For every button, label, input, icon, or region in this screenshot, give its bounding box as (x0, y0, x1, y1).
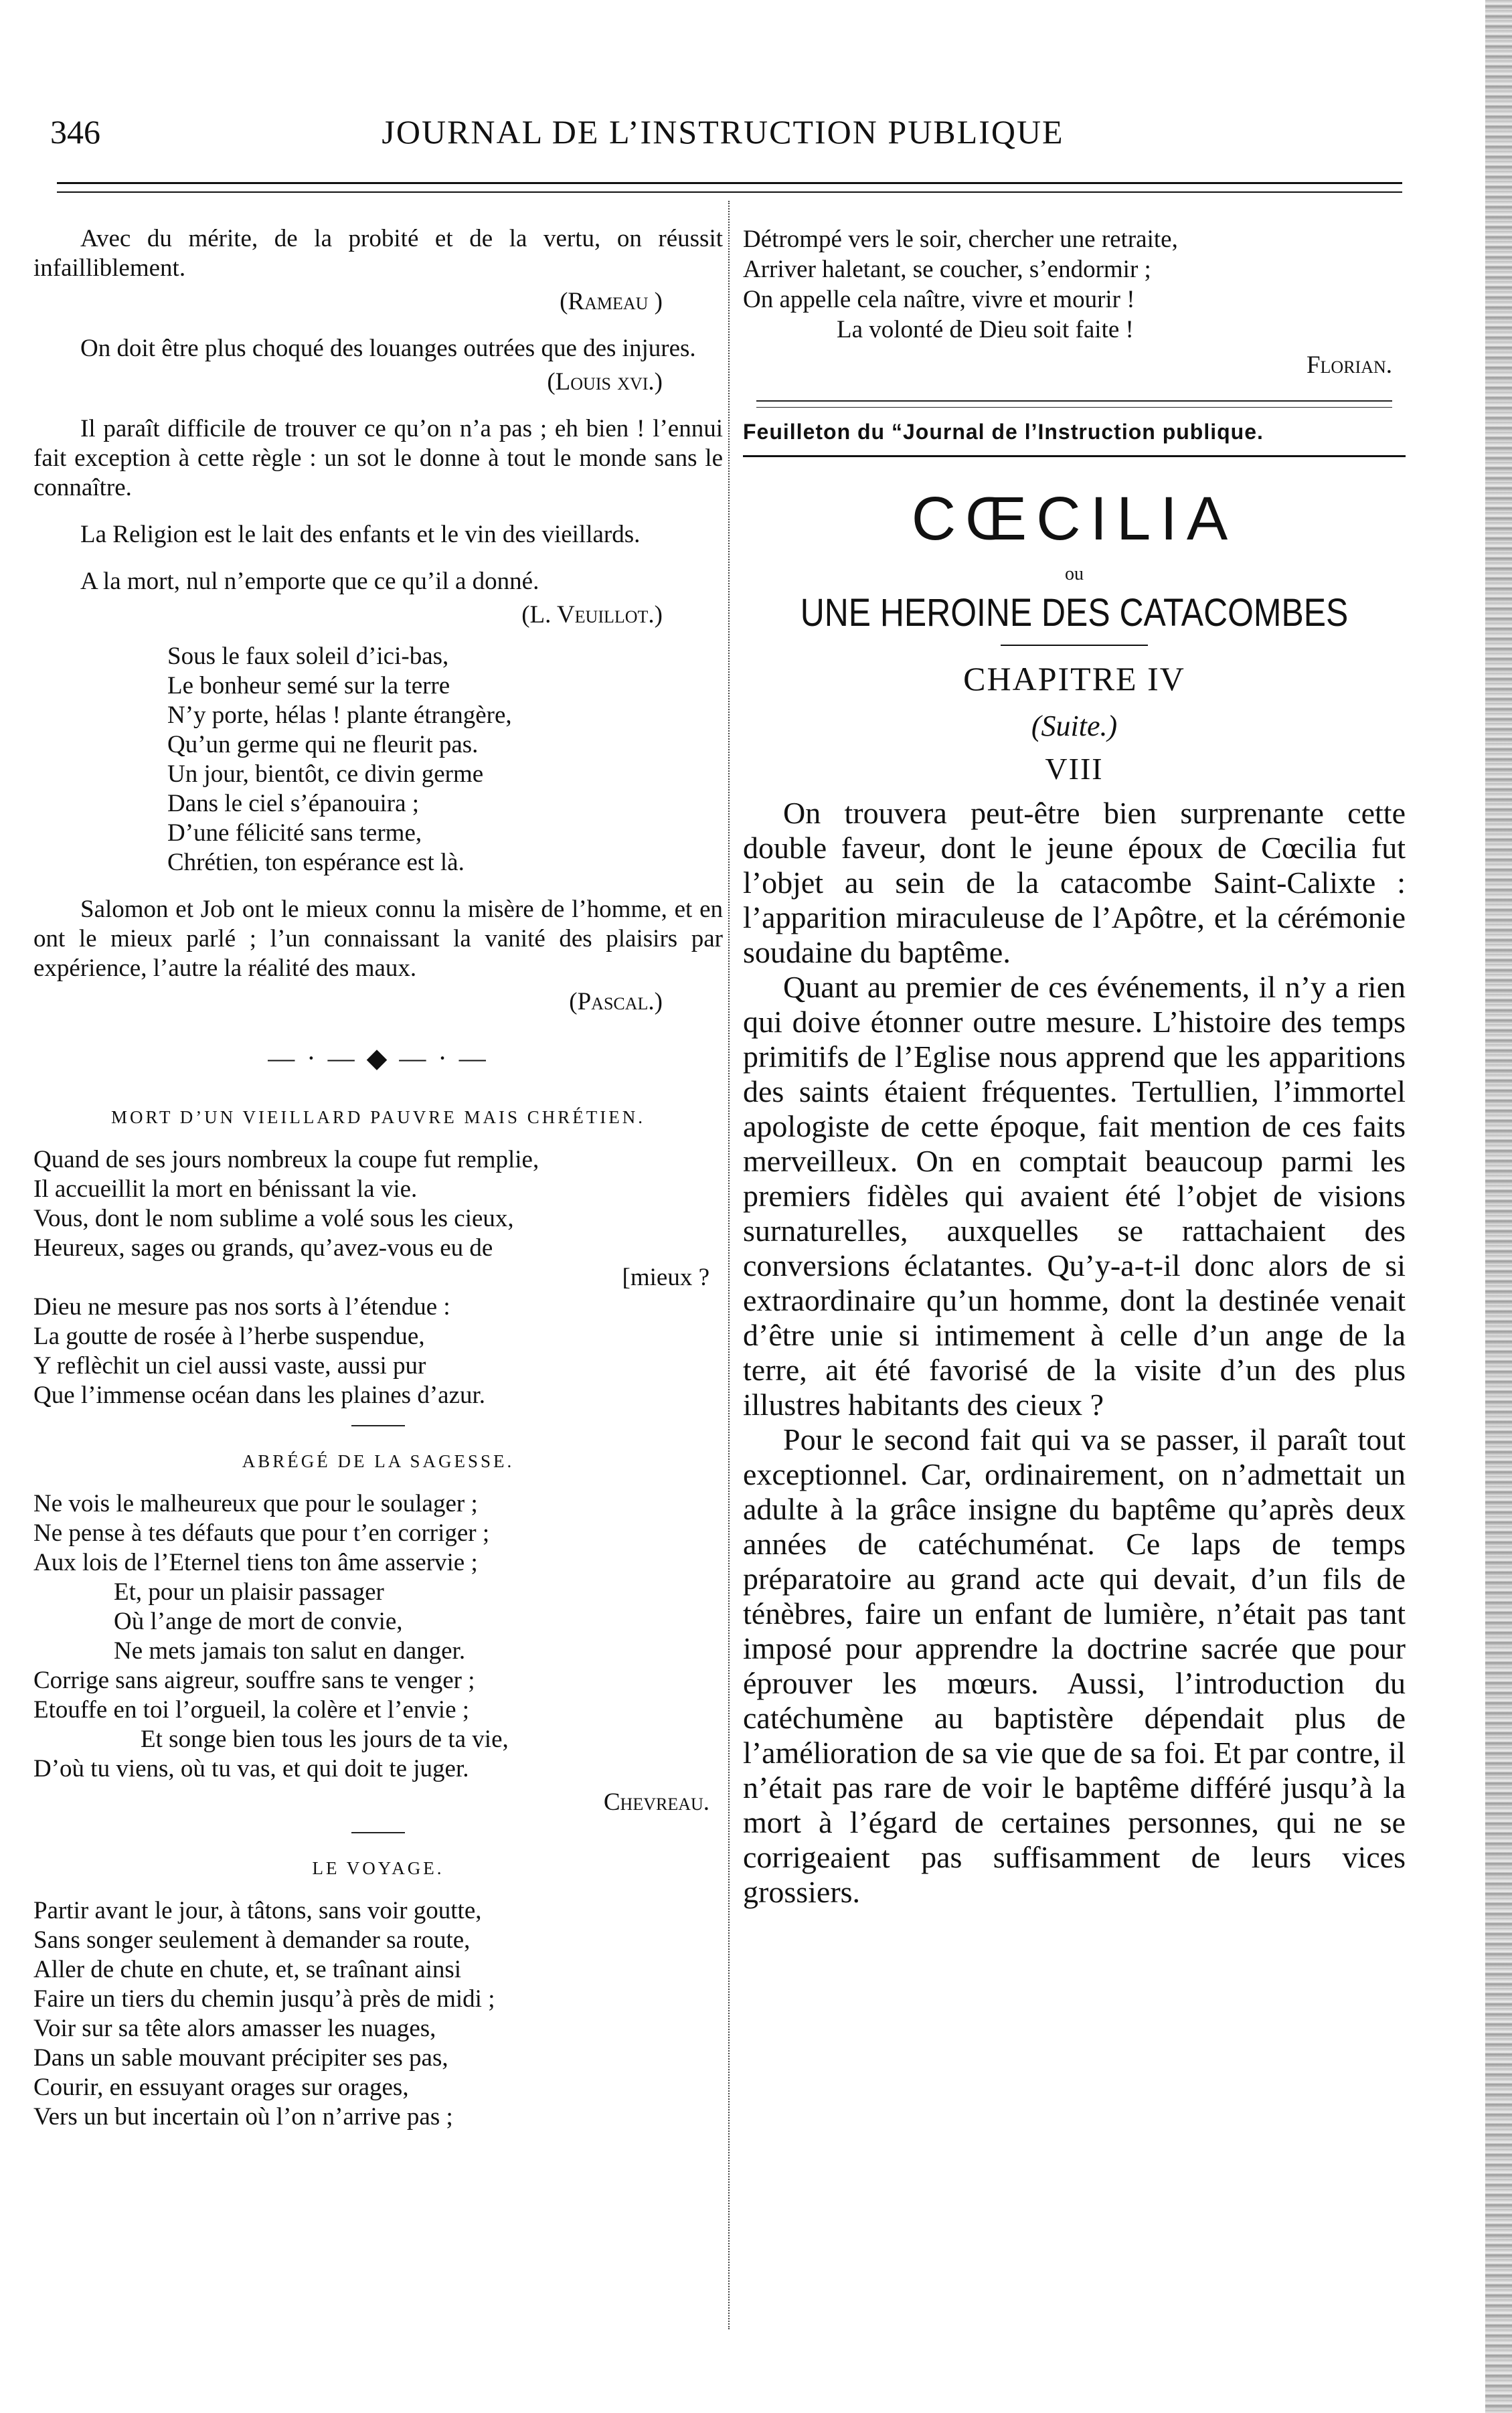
section-ornament: — · — ◆ — · — (268, 1043, 489, 1073)
novel-title-conjunction: ou (1065, 564, 1084, 584)
poem-line: On appelle cela naître, vivre et mourir ! (743, 286, 1135, 313)
novel-title: CŒCILIA (911, 485, 1238, 553)
section-number: VIII (1045, 752, 1104, 786)
right-column (743, 224, 1406, 1910)
poem-line: Arriver haletant, se coucher, s’endormir ; (743, 256, 1151, 283)
poem-line: Détrompé vers le soir, chercher une retraite, (743, 226, 1178, 253)
poem-line: Dans le ciel s’épanouira ; (167, 790, 420, 817)
header-rule (57, 182, 1402, 184)
chapter-continuation: (Suite.) (1031, 710, 1118, 742)
poem-line: N’y porte, hélas ! plante étrangère, (167, 701, 512, 729)
poem-line: Corrige sans aigreur, souffre sans te venger ; (33, 1667, 475, 1694)
section-title: LE VOYAGE. (312, 1858, 444, 1878)
quote-text: Avec du mérite, de la probité et de la vertu, on réussit infailliblement. (33, 225, 723, 282)
poem-line: Voir sur sa tête alors amasser les nuages, (33, 2015, 436, 2042)
page-number: 346 (50, 113, 100, 151)
quote-text: Il paraît difficile de trouver ce qu’on n’a pas ; eh bien ! l’ennui fait exception à cette règle : un sot le donne à tout le monde sans le connaître. (33, 415, 723, 501)
chapter-heading: CHAPITRE IV (963, 660, 1185, 697)
quote-attribution: (Rameau ) (560, 288, 663, 315)
poem-line: Aller de chute en chute, et, se traînant ainsi (33, 1956, 462, 1983)
poem-line: Que l’immense océan dans les plaines d’azur. (33, 1382, 486, 1409)
poem-line: Aux lois de l’Eternel tiens ton âme asservie ; (33, 1549, 478, 1576)
poem-line: Dieu ne mesure pas nos sorts à l’étendue : (33, 1293, 450, 1321)
poem-line: La goutte de rosée à l’herbe suspendue, (33, 1323, 425, 1350)
journal-title: JOURNAL DE L’INSTRUCTION PUBLIQUE (382, 113, 1064, 151)
poem-line: Ne vois le malheureux que pour le soulager ; (33, 1490, 478, 1517)
poem-line: Courir, en essuyant orages sur orages, (33, 2074, 409, 2101)
separator-rule (756, 400, 1392, 402)
poem-line: Y reflèchit un ciel aussi vaste, aussi pur (33, 1352, 426, 1380)
title-rule (1001, 645, 1148, 646)
poem-line: Vous, dont le nom sublime a volé sous les cieux, (33, 1205, 514, 1232)
poem-line: Et, pour un plaisir passager (114, 1578, 384, 1606)
poem-sous-le-faux-soleil (33, 642, 723, 878)
quote-attribution: (Pascal.) (569, 988, 663, 1015)
page-header (50, 107, 1396, 161)
poem-line: Et songe bien tous les jours de ta vie, (141, 1726, 509, 1753)
header-rule-thin (57, 191, 1402, 193)
poem-le-voyage (33, 1896, 723, 2132)
separator-rule-thin (756, 407, 1392, 408)
poem-le-voyage-continued (743, 224, 1406, 380)
quote-attribution: (Louis xvi.) (547, 368, 663, 396)
section-title: ABRÉGÉ DE LA SAGESSE. (242, 1451, 515, 1471)
section-separator (351, 1425, 405, 1426)
feuilleton-heading: Feuilleton du “Journal de l’Instruction publique. (743, 420, 1264, 444)
column-divider (728, 201, 730, 2329)
poem-mort-vieillard (33, 1145, 723, 1410)
poem-line: Dans un sable mouvant précipiter ses pas, (33, 2044, 448, 2072)
poem-line: Heureux, sages ou grands, qu’avez-vous eu de (33, 1234, 493, 1262)
poem-line: Qu’un germe qui ne fleurit pas. (167, 731, 479, 758)
poem-line: Sans songer seulement à demander sa route, (33, 1926, 471, 1954)
poem-line: Etouffe en toi l’orgueil, la colère et l’envie ; (33, 1696, 470, 1724)
poem-line: Le bonheur semé sur la terre (167, 672, 450, 699)
novel-subtitle: UNE HEROINE DES CATACOMBES (800, 591, 1349, 635)
left-column (33, 224, 723, 2132)
poem-line: Ne pense à tes défauts que pour t’en corriger ; (33, 1519, 490, 1547)
poem-line: Sous le faux soleil d’ici-bas, (167, 643, 449, 670)
poem-line: Vers un but incertain où l’on n’arrive pas ; (33, 2103, 453, 2131)
poem-line: Ne mets jamais ton salut en danger. (114, 1637, 466, 1665)
section-title: MORT D’UN VIEILLARD PAUVRE MAIS CHRÉTIEN. (111, 1107, 645, 1127)
body-paragraph: Pour le second fait qui va se passer, il paraît tout exceptionnel. Car, ordinairement, on n’admettait un adulte à la grâce insigne du baptême qu’après deux années de catéchuménat. Ce laps de temps préparatoire au grand acte qui devait, d’un fils de ténèbres, faire un enfant de lumière, n’était pas tant imposé pour apprendre la doctrine sacrée que pour éprouver les mœurs. Aussi, l’introduction du catéchumène au baptistère dépendait plus de l’amélioration de sa vie que de sa foi. Et par contre, il n’était pas rare de voir le baptême différé jusqu’à la mort à l’égard de certaines personnes, qui ne se corrigeaient pas suffisamment de leurs vices grossiers. (743, 1422, 1406, 1909)
poem-line: [mieux ? (622, 1264, 709, 1291)
feuilleton-rule (743, 455, 1406, 457)
novel-body (743, 796, 1406, 1910)
poem-abrege-sagesse (33, 1489, 723, 1784)
poem-attribution: Chevreau. (603, 1788, 709, 1816)
poem-line: D’où tu viens, où tu vas, et qui doit te juger. (33, 1755, 469, 1782)
poem-line: Faire un tiers du chemin jusqu’à près de midi ; (33, 1985, 495, 2013)
poem-line: Il accueillit la mort en bénissant la vie. (33, 1175, 418, 1203)
poem-line: Où l’ange de mort de convie, (114, 1608, 403, 1635)
poem-attribution: Florian. (1306, 351, 1392, 379)
poem-line: Un jour, bientôt, ce divin germe (167, 760, 484, 788)
poem-line: Partir avant le jour, à tâtons, sans voir goutte, (33, 1897, 482, 1924)
quote-attribution: (L. Veuillot.) (521, 601, 663, 629)
poem-line: Chrétien, ton espérance est là. (167, 849, 465, 876)
poem-line: La volonté de Dieu soit faite ! (837, 316, 1134, 343)
quote-text: On doit être plus choqué des louanges outrées que des injures. (80, 335, 696, 362)
poem-line: Quand de ses jours nombreux la coupe fut remplie, (33, 1146, 539, 1173)
quote-text: Salomon et Job ont le mieux connu la misère de l’homme, et en ont le mieux parlé ; l’un connaissant la vanité des plaisirs par expérience, l’autre la réalité des maux. (33, 896, 723, 982)
quote-text: A la mort, nul n’emporte que ce qu’il a donné. (80, 568, 539, 595)
section-separator (351, 1832, 405, 1833)
poem-line: D’une félicité sans terme, (167, 819, 422, 847)
quote-text: La Religion est le lait des enfants et le vin des vieillards. (80, 521, 641, 548)
body-paragraph: On trouvera peut-être bien surprenante cette double faveur, dont le jeune époux de Cœcilia fut l’objet au sein de la catacombe Saint-Calixte : l’apparition miraculeuse de l’Apôtre, et la cérémonie soudaine du baptême. (743, 796, 1406, 969)
body-paragraph: Quant au premier de ces événements, il n’y a rien qui doive étonner outre mesure. L’histoire des temps primitifs de l’Eglise nous apprend que les apparitions des saints étaient fréquentes. Tertullien, l’immortel apologiste de cette époque, fait mention de ces faits merveilleux. On en comptait beaucoup parmi les premiers fidèles qui avaient été l’objet de visions surnaturelles, auxquelles se rattachaient des conversions éclatantes. Qu’y-a-t-il donc alors de si extraordinaire qu’un homme, dont la destinée venait d’être unie si intimement à celle d’un ange de la terre, ait été favorisé de la visite d’un des plus illustres habitants des cieux ? (743, 970, 1406, 1422)
scanned-page-edge (1485, 0, 1512, 2413)
